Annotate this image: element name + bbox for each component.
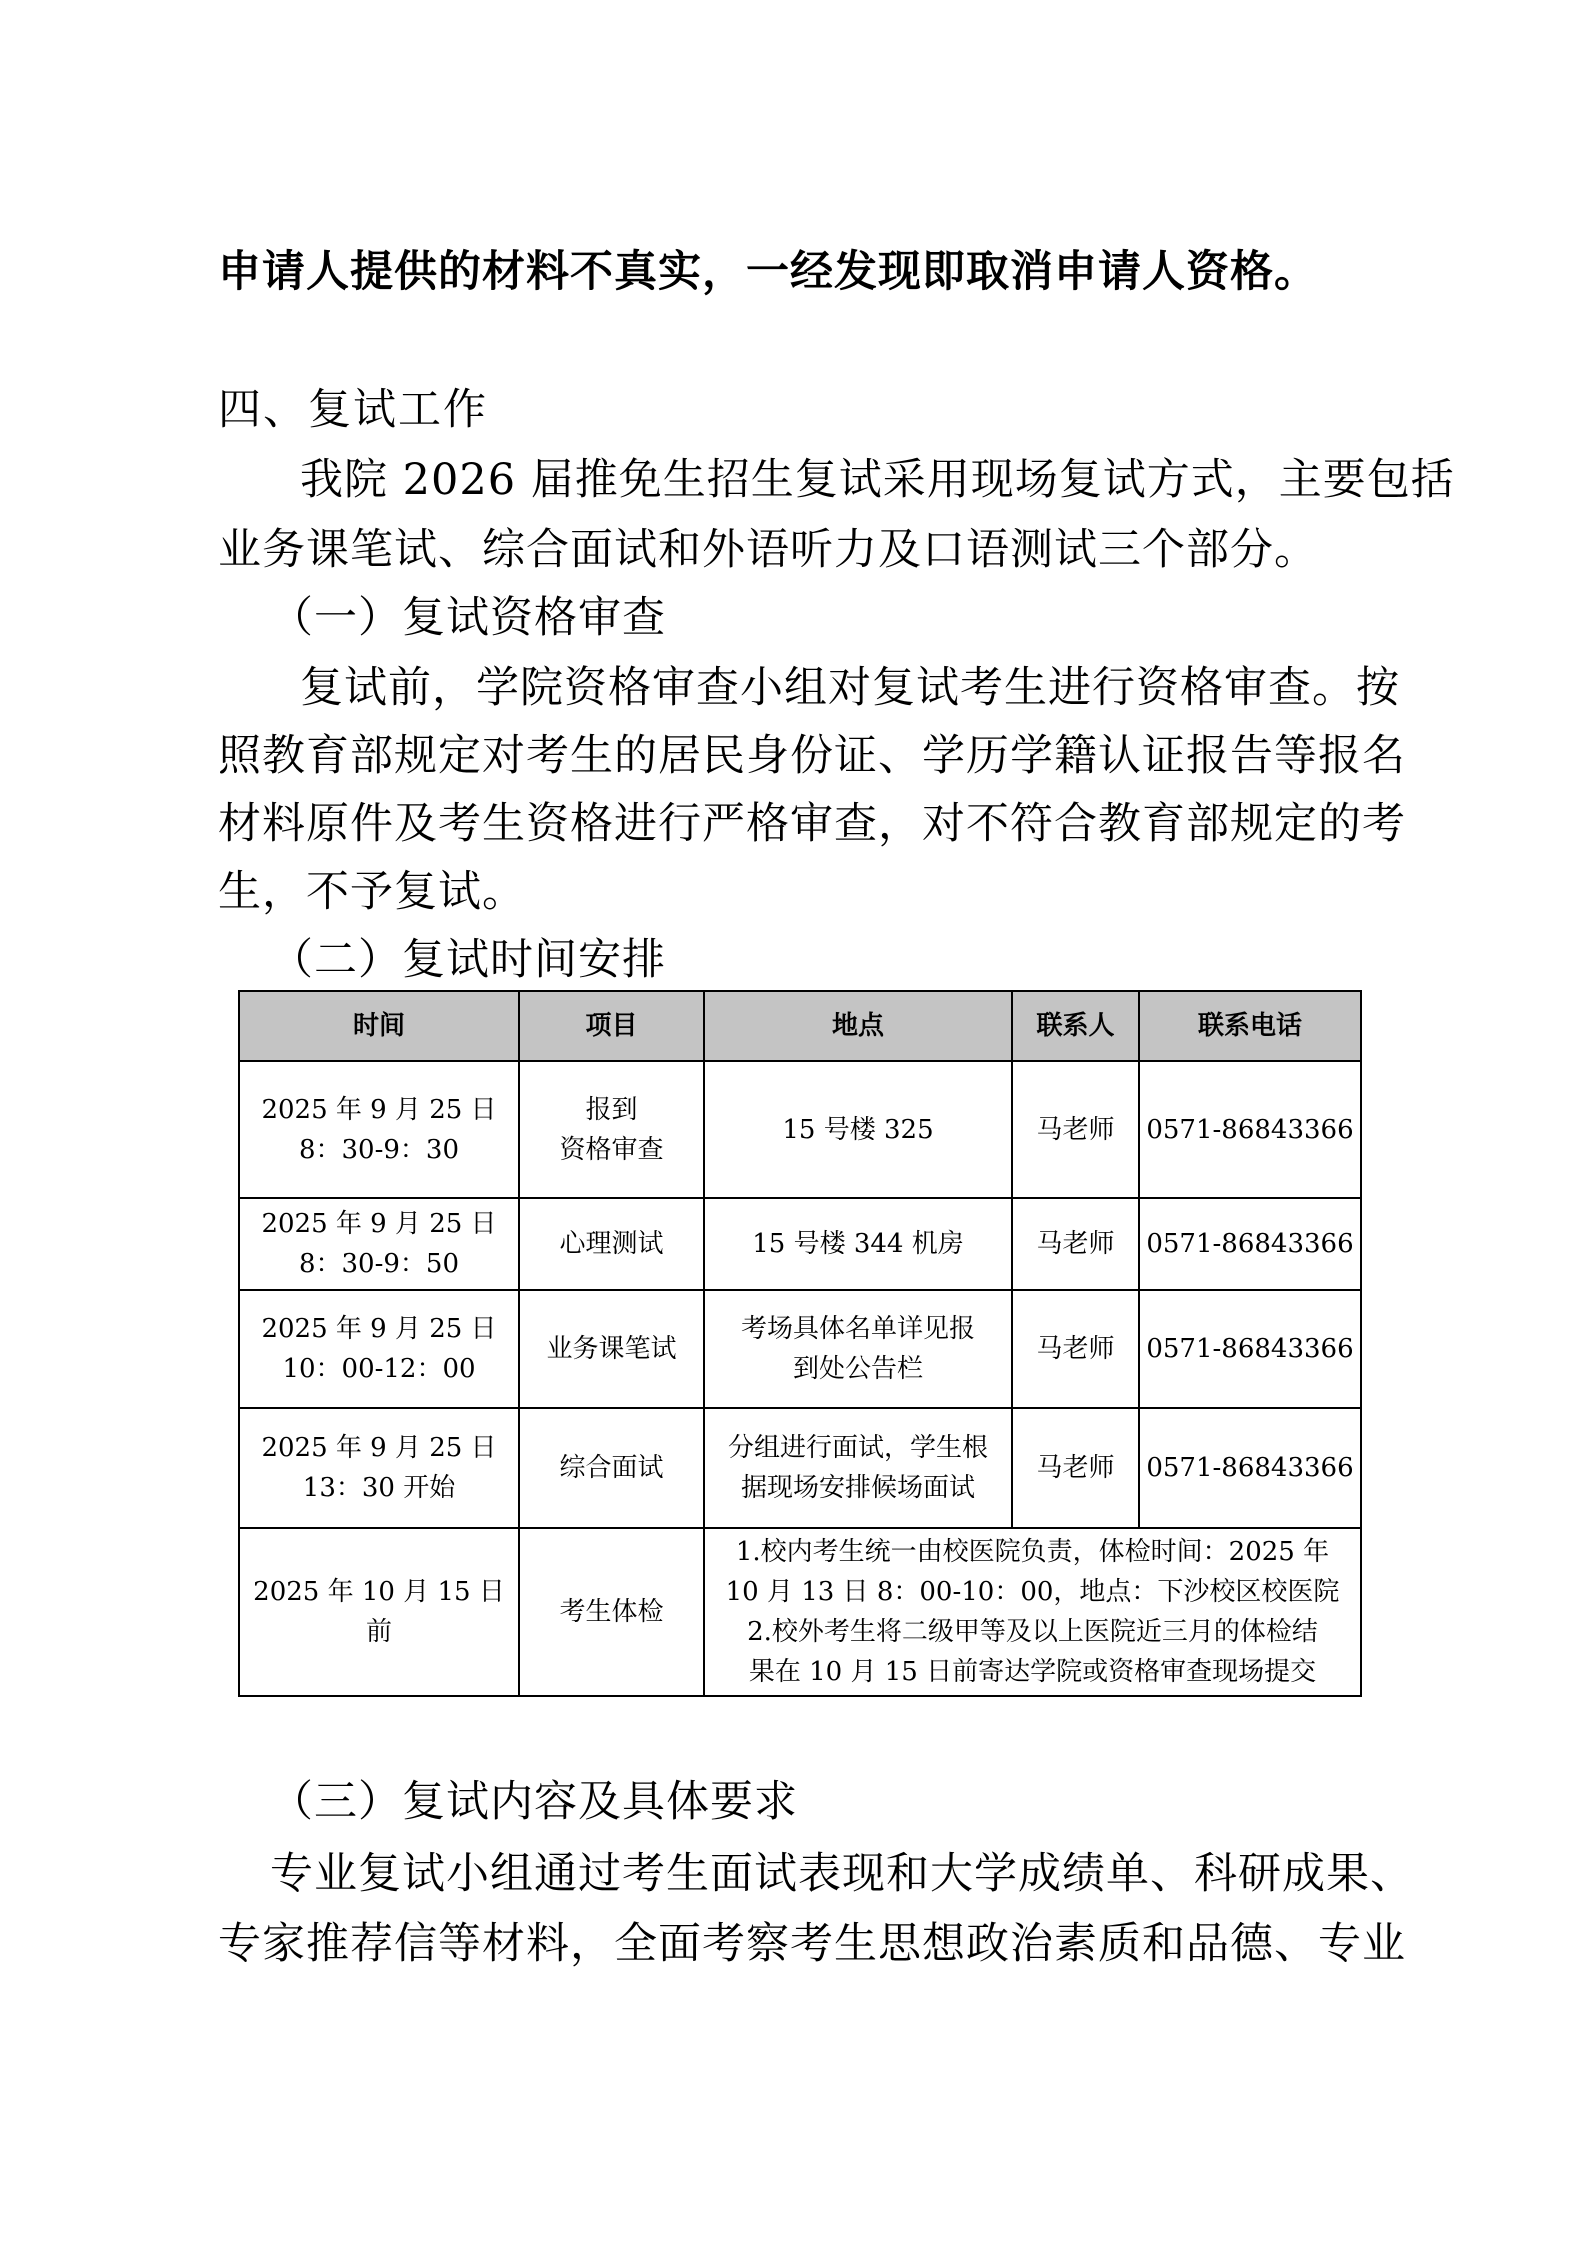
paragraph-line: 业务课笔试、综合面试和外语听力及口语测试三个部分。 [218, 525, 1318, 575]
cell-text: 1.校内考生统一由校医院负责，体检时间：2025 年 [735, 1537, 1330, 1567]
section-heading: 四、复试工作 [218, 385, 488, 435]
cell-item [519, 1198, 704, 1290]
cell-contact: 马老师 [1012, 1290, 1139, 1408]
cell-contact: 马老师 [1012, 1198, 1139, 1290]
cell-place [704, 1198, 1012, 1290]
cell-place [704, 1061, 1012, 1198]
cell-item [519, 1061, 704, 1198]
cell-contact: 马老师 [1012, 1061, 1139, 1198]
cell-text: 业务课笔试 [546, 1334, 677, 1364]
subsection-heading: （一）复试资格审查 [270, 593, 666, 643]
cell-text: 8：30-9：30 [298, 1134, 460, 1165]
table-row [239, 1408, 1361, 1528]
cell-item [519, 1408, 704, 1528]
cell-place [704, 1408, 1012, 1528]
header-item: 项目 [519, 991, 704, 1061]
cell-item [519, 1528, 704, 1696]
cell-text: 10 月 13 日 8：00-10：00，地点：下沙校区校医院 [725, 1577, 1340, 1607]
paragraph-line: 复试前，学院资格审查小组对复试考生进行资格审查。按 [300, 663, 1400, 713]
table-row [239, 1198, 1361, 1290]
cell-text: 2025 年 9 月 25 日 [261, 1314, 497, 1344]
cell-time [239, 1061, 519, 1198]
cell-text: 2025 年 9 月 25 日 [261, 1433, 497, 1463]
cell-place-detail [704, 1528, 1361, 1696]
cell-text: 2025 年 9 月 25 日 [261, 1209, 497, 1239]
cell-time [239, 1290, 519, 1408]
table-row [239, 1061, 1361, 1198]
cell-time [239, 1528, 519, 1696]
cell-text: 分组进行面试，学生根 [727, 1433, 988, 1463]
header-time: 时间 [239, 991, 519, 1061]
cell-text: 15 号楼 344 机房 [752, 1229, 964, 1259]
cell-text: 10：00-12：00 [282, 1354, 476, 1384]
paragraph-line: 生，不予复试。 [218, 867, 526, 917]
cell-text: 考场具体名单详见报 [740, 1314, 975, 1344]
cell-text: 2.校外考生将二级甲等及以上医院近三月的体检结 [747, 1617, 1318, 1647]
cell-text: 资格审查 [559, 1134, 664, 1165]
schedule-table [238, 990, 1362, 1697]
cell-item [519, 1290, 704, 1408]
cell-text: 考生体检 [559, 1597, 664, 1627]
paragraph-line: 照教育部规定对考生的居民身份证、学历学籍认证报告等报名 [218, 731, 1406, 781]
cell-text: 8：30-9：50 [298, 1249, 460, 1279]
cell-text: 到处公告栏 [792, 1354, 923, 1384]
header-phone: 联系电话 [1139, 991, 1361, 1061]
cell-text: 果在 10 月 15 日前寄达学院或资格审查现场提交 [748, 1657, 1317, 1687]
cell-phone: 0571-86843366 [1139, 1408, 1361, 1528]
cell-text: 2025 年 10 月 15 日前 [253, 1577, 505, 1647]
cell-place [704, 1290, 1012, 1408]
table-header-row [239, 991, 1361, 1061]
cell-phone: 0571-86843366 [1139, 1198, 1361, 1290]
cell-phone: 0571-86843366 [1139, 1290, 1361, 1408]
cell-text: 报到 [585, 1094, 638, 1125]
header-place: 地点 [704, 991, 1012, 1061]
paragraph-line: 材料原件及考生资格进行严格审查，对不符合教育部规定的考 [218, 799, 1406, 849]
paragraph-line: 申请人提供的材料不真实，一经发现即取消申请人资格。 [218, 247, 1318, 297]
paragraph-line: 专业复试小组通过考生面试表现和大学成绩单、科研成果、 [270, 1849, 1414, 1899]
cell-text: 综合面试 [559, 1453, 664, 1483]
table-row [239, 1290, 1361, 1408]
cell-text: 13：30 开始 [302, 1473, 456, 1503]
paragraph-line: 我院 2026 届推免生招生复试采用现场复试方式，主要包括 [300, 455, 1455, 505]
cell-time [239, 1198, 519, 1290]
subsection-heading: （三）复试内容及具体要求 [270, 1777, 798, 1827]
cell-text: 2025 年 9 月 25 日 [261, 1094, 497, 1125]
cell-phone: 0571-86843366 [1139, 1061, 1361, 1198]
cell-text: 据现场安排候场面试 [740, 1473, 975, 1503]
cell-contact: 马老师 [1012, 1408, 1139, 1528]
subsection-heading: （二）复试时间安排 [270, 935, 666, 985]
cell-text: 15 号楼 325 [782, 1114, 934, 1145]
cell-time [239, 1408, 519, 1528]
table-row [239, 1528, 1361, 1696]
header-contact: 联系人 [1012, 991, 1139, 1061]
paragraph-line: 专家推荐信等材料，全面考察考生思想政治素质和品德、专业 [218, 1919, 1406, 1969]
cell-text: 心理测试 [559, 1229, 664, 1259]
